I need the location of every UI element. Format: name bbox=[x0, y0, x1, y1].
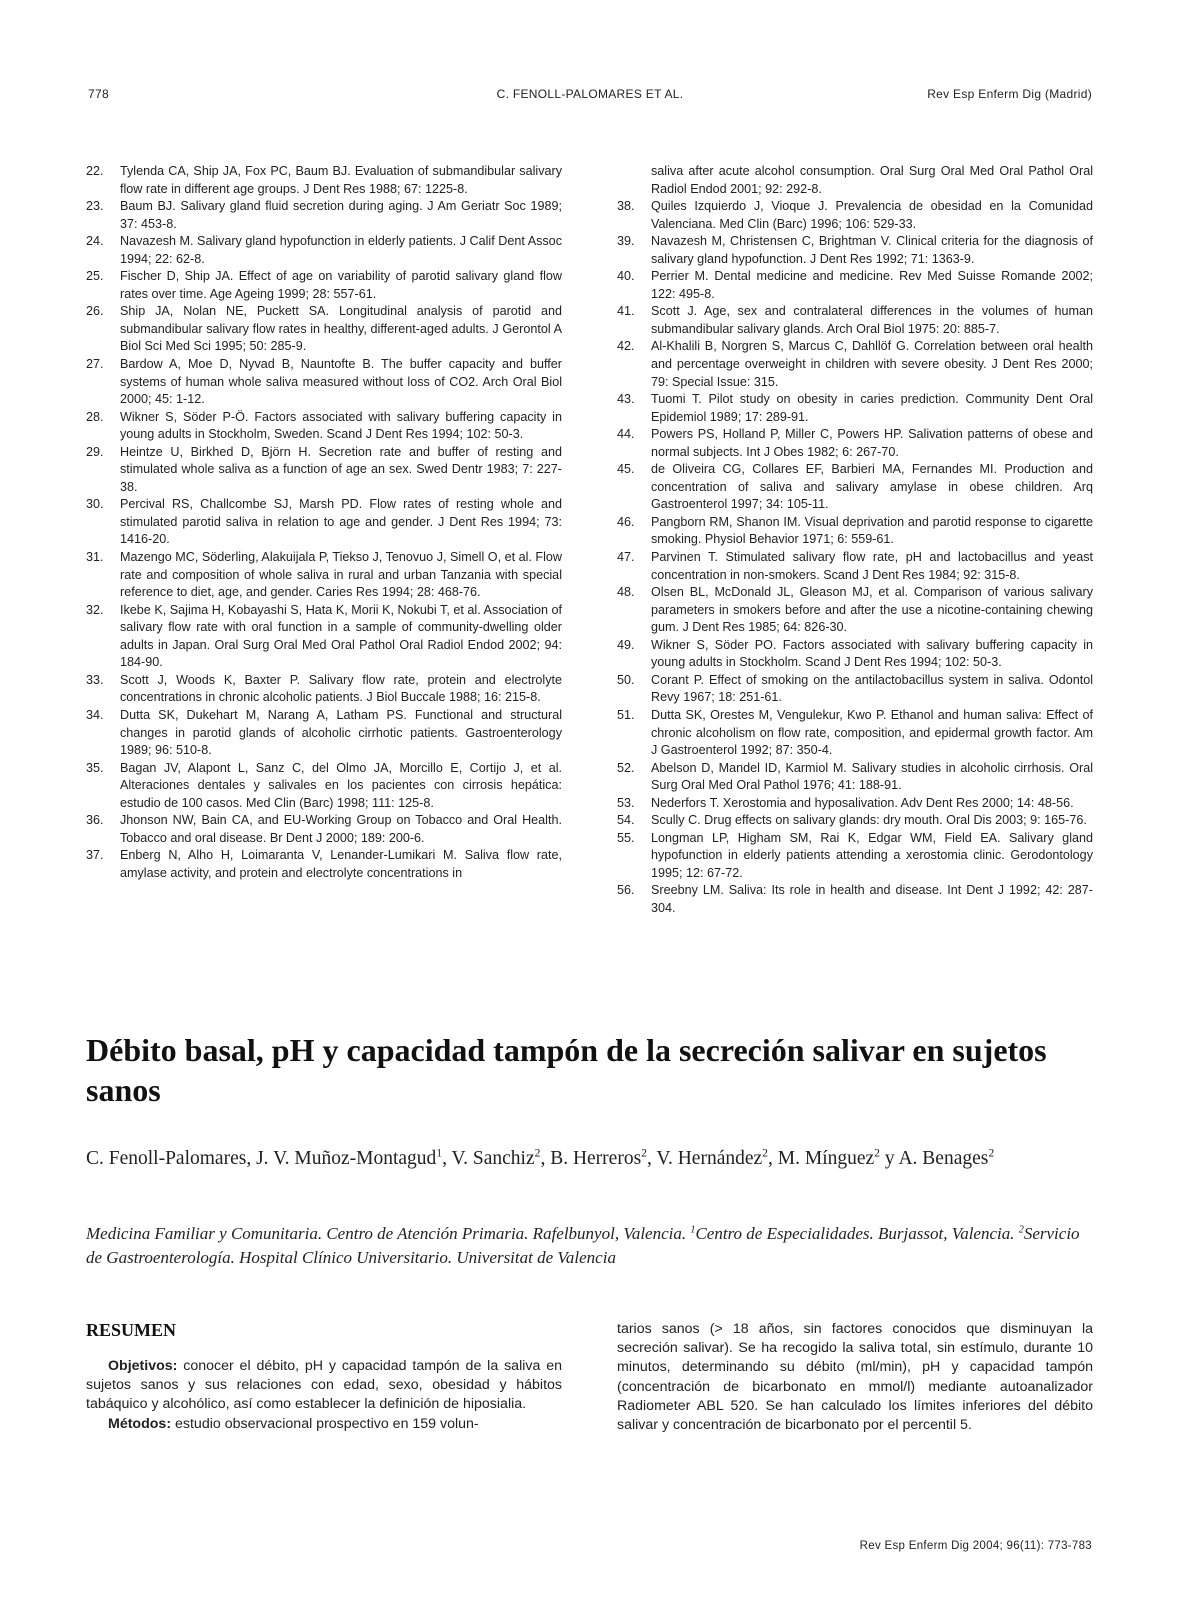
reference-number: 25. bbox=[86, 269, 104, 284]
reference-number: 47. bbox=[617, 550, 635, 565]
reference-number: 44. bbox=[617, 427, 635, 442]
reference-number: 33. bbox=[86, 672, 104, 687]
article-title: Débito basal, pH y capacidad tampón de la secreción salivar en sujetos sanos bbox=[86, 1032, 1047, 1108]
abstract-metodos-continuation: tarios sanos (> 18 años, sin factores conocidos que disminuyan la secreción salivar). Se ha recogido la saliva total, sin estímulo, durante 10 minutos, determinando su débito (ml/min), pH y capacidad tampón (concentración de bicarbonato en mmol/l) mediante autoanalizador Radiometer ABL 520. Se han calculado los límites inferiores del débito salivar y concentración de bicarbonato por el percentil 5. bbox=[617, 1321, 1093, 1434]
reference-number: 45. bbox=[617, 462, 635, 477]
reference-text: Percival RS, Challcombe SJ, Marsh PD. Flow rates of resting whole and stimulated parotid saliva in relation to age and gender. J Dent Res 1994; 73: 1416-20. bbox=[120, 497, 562, 547]
reference-text: Jhonson NW, Bain CA, and EU-Working Group on Tobacco and Oral Health. Tobacco and oral disease. Br Dent J 2000; 189: 200-6. bbox=[120, 813, 562, 845]
reference-item bbox=[617, 830, 1093, 883]
author-name: J. V. Muñoz-Montagud bbox=[256, 1148, 437, 1169]
metodos-label: Métodos: bbox=[108, 1415, 172, 1432]
reference-number: 41. bbox=[617, 304, 635, 319]
reference-text: Parvinen T. Stimulated salivary flow rate, pH and lactobacillus and yeast concentration in non-smokers. Scand J Dent Res 1984; 92: 315-8. bbox=[651, 550, 1093, 582]
reference-number: 54. bbox=[617, 813, 635, 828]
author-name: V. Sanchiz bbox=[451, 1148, 535, 1169]
reference-item bbox=[617, 514, 1093, 549]
reference-item bbox=[617, 233, 1093, 268]
reference-text: Olsen BL, McDonald JL, Gleason MJ, et al. Comparison of various salivary parameters in smokers before and after the use a nicotine-containing chewing gum. J Dent Res 1985; 64: 826-30. bbox=[651, 585, 1093, 635]
author-separator: , bbox=[540, 1148, 551, 1169]
objetivos-label: Objetivos: bbox=[108, 1358, 178, 1374]
affiliations bbox=[86, 1222, 1096, 1270]
affiliation-marker-2: 2 bbox=[1018, 1224, 1024, 1236]
reference-item bbox=[86, 812, 562, 847]
author-affiliation-marker: 2 bbox=[534, 1146, 541, 1160]
reference-number: 42. bbox=[617, 339, 635, 354]
reference-number: 30. bbox=[86, 497, 104, 512]
reference-item bbox=[86, 268, 562, 303]
reference-text: Wikner S, Söder P-Ö. Factors associated with salivary buffering capacity in young adults in Stockholm, Sweden. Scand J Dent Res 1994; 102: 50-3. bbox=[120, 409, 562, 442]
reference-text: Dutta SK, Orestes M, Vengulekur, Kwo P. Ethanol and human saliva: Effect of chronic alcoholism on flow rate, composition, and epidermal growth factor. Am J Gastroenterol 1992; 87: 350-4. bbox=[651, 707, 1093, 758]
reference-text: Sreebny LM. Saliva: Its role in health and disease. Int Dent J 1992; 42: 287-304. bbox=[651, 883, 1093, 915]
reference-text: Longman LP, Higham SM, Rai K, Edgar WM, Field EA. Salivary gland hypofunction in elderly patients attending a xerostomia clinic. Gerodontology 1995; 12: 67-72. bbox=[651, 830, 1093, 880]
reference-number: 48. bbox=[617, 585, 635, 600]
page-number: 778 bbox=[88, 87, 109, 101]
reference-number: 28. bbox=[86, 409, 104, 424]
author-name: M. Mínguez bbox=[777, 1148, 875, 1169]
author-affiliation-marker: 2 bbox=[874, 1146, 881, 1160]
metodos-text: estudio observacional prospectivo en 159 volun- bbox=[171, 1415, 479, 1432]
reference-text: Baum BJ. Salivary gland fluid secretion during aging. J Am Geriatr Soc 1989; 37: 453-8. bbox=[120, 199, 562, 231]
reference-number: 35. bbox=[86, 760, 104, 775]
reference-item bbox=[617, 338, 1093, 391]
reference-number: 40. bbox=[617, 269, 635, 284]
reference-item bbox=[86, 444, 562, 497]
reference-text: Navazesh M. Salivary gland hypofunction in elderly patients. J Calif Dent Assoc 1994; 22: 62-8. bbox=[120, 234, 562, 266]
author-separator: , bbox=[768, 1148, 778, 1169]
reference-number: 50. bbox=[617, 672, 635, 687]
running-header bbox=[88, 87, 1092, 105]
reference-text: Fischer D, Ship JA. Effect of age on variability of parotid salivary gland flow rates over time. Age Ageing 1999; 28: 557-61. bbox=[120, 269, 562, 301]
reference-continuation-text: saliva after acute alcohol consumption. Oral Surg Oral Med Oral Pathol Oral Radiol Endod 2001; 92: 292-8. bbox=[651, 164, 1093, 196]
reference-text: Nederfors T. Xerostomia and hyposalivation. Adv Dent Res 2000; 14: 48-56. bbox=[651, 795, 1074, 810]
reference-text: Heintze U, Birkhed D, Björn H. Secretion rate and buffer of resting and stimulated whole saliva as a function of age an sex. Swed Dentr 1983; 7: 227-38. bbox=[120, 444, 562, 494]
reference-item bbox=[617, 795, 1093, 813]
reference-item bbox=[617, 198, 1093, 233]
reference-number: 52. bbox=[617, 760, 635, 775]
reference-item bbox=[86, 760, 562, 813]
reference-number: 37. bbox=[86, 848, 104, 863]
reference-item bbox=[617, 391, 1093, 426]
author-list bbox=[86, 1147, 1096, 1171]
reference-item bbox=[617, 584, 1093, 637]
reference-item bbox=[617, 549, 1093, 584]
author-affiliation-marker: 2 bbox=[762, 1146, 769, 1160]
reference-text: Bagan JV, Alapont L, Sanz C, del Olmo JA, Morcillo E, Cortijo J, et al. Alteraciones dentales y salivales en los pacientes con cirrosis hepática: estudio de 100 casos. Med Clin (Barc) 1998; 111: 125-8. bbox=[120, 760, 562, 810]
abstract-heading: RESUMEN bbox=[86, 1320, 177, 1340]
author-affiliation-marker: 2 bbox=[988, 1146, 995, 1160]
author-name: A. Benages bbox=[898, 1148, 989, 1169]
reference-item bbox=[617, 303, 1093, 338]
reference-item bbox=[617, 268, 1093, 303]
running-title: C. FENOLL-PALOMARES ET AL. bbox=[496, 87, 684, 101]
reference-item bbox=[86, 409, 562, 444]
reference-number: 46. bbox=[617, 514, 635, 529]
references-left-column bbox=[86, 163, 562, 882]
reference-text: Powers PS, Holland P, Miller C, Powers HP. Salivation patterns of obese and normal subjects. Int J Obes 1982; 6: 267-70. bbox=[651, 427, 1093, 459]
reference-number: 56. bbox=[617, 883, 635, 898]
author-separator: , bbox=[647, 1148, 657, 1169]
abstract-left-column bbox=[86, 1357, 562, 1434]
affiliation-marker-1: 1 bbox=[690, 1224, 696, 1236]
reference-text: Abelson D, Mandel ID, Karmiol M. Salivary studies in alcoholic cirrhosis. Oral Surg Oral Med Oral Pathol 1976; 41: 188-91. bbox=[651, 760, 1093, 793]
reference-text: Scott J. Age, sex and contralateral differences in the volumes of human submandibular salivary glands. Arch Oral Biol 1975: 20: 885-7. bbox=[651, 304, 1093, 336]
author-separator: , bbox=[442, 1148, 452, 1169]
reference-text: Mazengo MC, Söderling, Alakuijala P, Tiekso J, Tenovuo J, Simell O, et al. Flow rate and composition of whole saliva in rural and urban Tanzania with special reference to diet, age, and gender. Caries Res 1994; 28: 468-76. bbox=[120, 550, 562, 600]
reference-item bbox=[86, 303, 562, 356]
reference-text: Tuomi T. Pilot study on obesity in caries prediction. Community Dent Oral Epidemiol 1989; 17: 289-91. bbox=[651, 392, 1093, 424]
author-separator: , bbox=[246, 1148, 257, 1169]
reference-item bbox=[86, 672, 562, 707]
affiliation-secondary: Centro de Especialidades. Burjassot, Valencia. bbox=[695, 1224, 1019, 1243]
reference-item bbox=[86, 707, 562, 760]
reference-item bbox=[617, 426, 1093, 461]
reference-number: 38. bbox=[617, 199, 635, 214]
reference-text: Pangborn RM, Shanon IM. Visual deprivation and parotid response to cigarette smoking. Physiol Behavior 1971; 6: 559-61. bbox=[651, 514, 1093, 547]
reference-text: Tylenda CA, Ship JA, Fox PC, Baum BJ. Evaluation of submandibular salivary flow rate in different age groups. J Dent Res 1988; 67: 1225-8. bbox=[120, 164, 562, 196]
reference-number: 32. bbox=[86, 602, 104, 617]
reference-number: 51. bbox=[617, 707, 635, 722]
reference-number: 34. bbox=[86, 707, 104, 722]
reference-text: Enberg N, Alho H, Loimaranta V, Lenander-Lumikari M. Saliva flow rate, amylase activity, and protein and electrolyte concentrations in bbox=[120, 848, 562, 880]
reference-text: Scully C. Drug effects on salivary glands: dry mouth. Oral Dis 2003; 9: 165-76. bbox=[651, 813, 1087, 828]
reference-item bbox=[617, 637, 1093, 672]
reference-text: Navazesh M, Christensen C, Brightman V. Clinical criteria for the diagnosis of salivary gland hypofunction. J Dent Res 1992; 71: 1363-9. bbox=[651, 234, 1093, 266]
reference-number: 23. bbox=[86, 199, 104, 214]
reference-text: Ikebe K, Sajima H, Kobayashi S, Hata K, Morii K, Nokubi T, et al. Association of salivary flow rate with oral function in a sample of community-dwelling older adults in Japan. Oral Surg Oral Med Oral Pathol Oral Radiol Endod 2002; 94: 184-90. bbox=[120, 602, 562, 670]
reference-item bbox=[617, 812, 1093, 830]
reference-text: Scott J, Woods K, Baxter P. Salivary flow rate, protein and electrolyte concentrations in chronic alcoholic patients. J Biol Buccale 1988; 16: 215-8. bbox=[120, 672, 562, 705]
author-separator: y bbox=[880, 1148, 899, 1169]
reference-text: Quiles Izquierdo J, Vioque J. Prevalencia de obesidad en la Comunidad Valenciana. Med Clin (Barc) 1996; 106: 529-33. bbox=[651, 199, 1093, 231]
journal-short-title: Rev Esp Enferm Dig (Madrid) bbox=[927, 87, 1092, 101]
reference-item bbox=[86, 233, 562, 268]
reference-item bbox=[617, 672, 1093, 707]
reference-text: Al-Khalili B, Norgren S, Marcus C, Dahllöf G. Correlation between oral health and percentage overweight in children with severe obesity. J Dent Res 2000; 79: Special Issue: 315. bbox=[651, 339, 1093, 389]
reference-number: 43. bbox=[617, 392, 635, 407]
reference-item bbox=[617, 707, 1093, 760]
references-right-column bbox=[617, 163, 1093, 918]
reference-number: 39. bbox=[617, 234, 635, 249]
reference-text: Corant P. Effect of smoking on the antilactobacillus system in saliva. Odontol Revy 1967; 18: 251-61. bbox=[651, 672, 1093, 705]
reference-number: 22. bbox=[86, 164, 104, 178]
affiliation-tertiary: Servicio de Gastroenterología. Hospital Clínico Universitario. Universitat de Valencia bbox=[86, 1224, 1080, 1267]
reference-text: Ship JA, Nolan NE, Puckett SA. Longitudinal analysis of parotid and submandibular salivary flow rates in healthy, different-aged adults. J Gerontol A Biol Sci Med Sci 1995; 50: 285-9. bbox=[120, 304, 562, 354]
reference-item bbox=[617, 760, 1093, 795]
affiliation-primary: Medicina Familiar y Comunitaria. Centro de Atención Primaria. Rafelbunyol, Valencia. bbox=[86, 1224, 691, 1243]
journal-citation-footer: Rev Esp Enferm Dig 2004; 96(11): 773-783 bbox=[859, 1540, 1092, 1552]
reference-item bbox=[617, 882, 1093, 917]
reference-item bbox=[86, 198, 562, 233]
reference-number: 49. bbox=[617, 637, 635, 652]
reference-number: 24. bbox=[86, 234, 104, 249]
author-name: C. Fenoll-Palomares bbox=[86, 1148, 247, 1169]
reference-text: Dutta SK, Dukehart M, Narang A, Latham PS. Functional and structural changes in parotid glands of alcoholic cirrhotic patients. Gastroenterology 1989; 96: 510-8. bbox=[120, 707, 562, 758]
reference-text: Perrier M. Dental medicine and medicine. Rev Med Suisse Romande 2002; 122: 495-8. bbox=[651, 269, 1093, 301]
author-affiliation-marker: 2 bbox=[641, 1146, 647, 1160]
reference-number: 29. bbox=[86, 444, 104, 459]
reference-number: 55. bbox=[617, 830, 635, 845]
author-name: V. Hernández bbox=[656, 1148, 763, 1169]
author-name: B. Herreros bbox=[550, 1148, 642, 1169]
author-affiliation-marker: 1 bbox=[436, 1146, 443, 1160]
abstract-right-column bbox=[617, 1320, 1093, 1435]
abstract-metodos bbox=[86, 1415, 562, 1434]
reference-number: 53. bbox=[617, 795, 635, 810]
reference-item bbox=[86, 163, 562, 198]
reference-number: 27. bbox=[86, 357, 104, 372]
reference-continuation bbox=[617, 163, 1093, 198]
reference-number: 31. bbox=[86, 550, 104, 565]
reference-item bbox=[86, 496, 562, 549]
reference-number: 26. bbox=[86, 304, 104, 319]
reference-text: de Oliveira CG, Collares EF, Barbieri MA, Fernandes MI. Production and concentration of saliva and salivary amylase in obese children. Arq Gastroenterol 1997; 34: 105-11. bbox=[651, 462, 1093, 512]
reference-item bbox=[86, 549, 562, 602]
reference-text: Wikner S, Söder PO. Factors associated with salivary buffering capacity in young adults in Stockholm. Scand J Dent Res 1994; 102: 50-3. bbox=[651, 637, 1093, 670]
objetivos-text: conocer el débito, pH y capacidad tampón de la saliva en sujetos sanos y sus relaciones con edad, sexo, obesidad y hábitos tabáquico y alcohólico, así como establecer la definición de hiposialia. bbox=[86, 1358, 562, 1413]
reference-item bbox=[86, 356, 562, 409]
reference-item bbox=[86, 847, 562, 882]
reference-item bbox=[617, 461, 1093, 514]
abstract-objetivos bbox=[86, 1357, 562, 1415]
reference-text: Bardow A, Moe D, Nyvad B, Nauntofte B. The buffer capacity and buffer systems of human whole saliva measured without loss of CO2. Arch Oral Biol 2000; 45: 1-12. bbox=[120, 357, 562, 407]
reference-item bbox=[86, 602, 562, 672]
reference-number: 36. bbox=[86, 813, 104, 828]
